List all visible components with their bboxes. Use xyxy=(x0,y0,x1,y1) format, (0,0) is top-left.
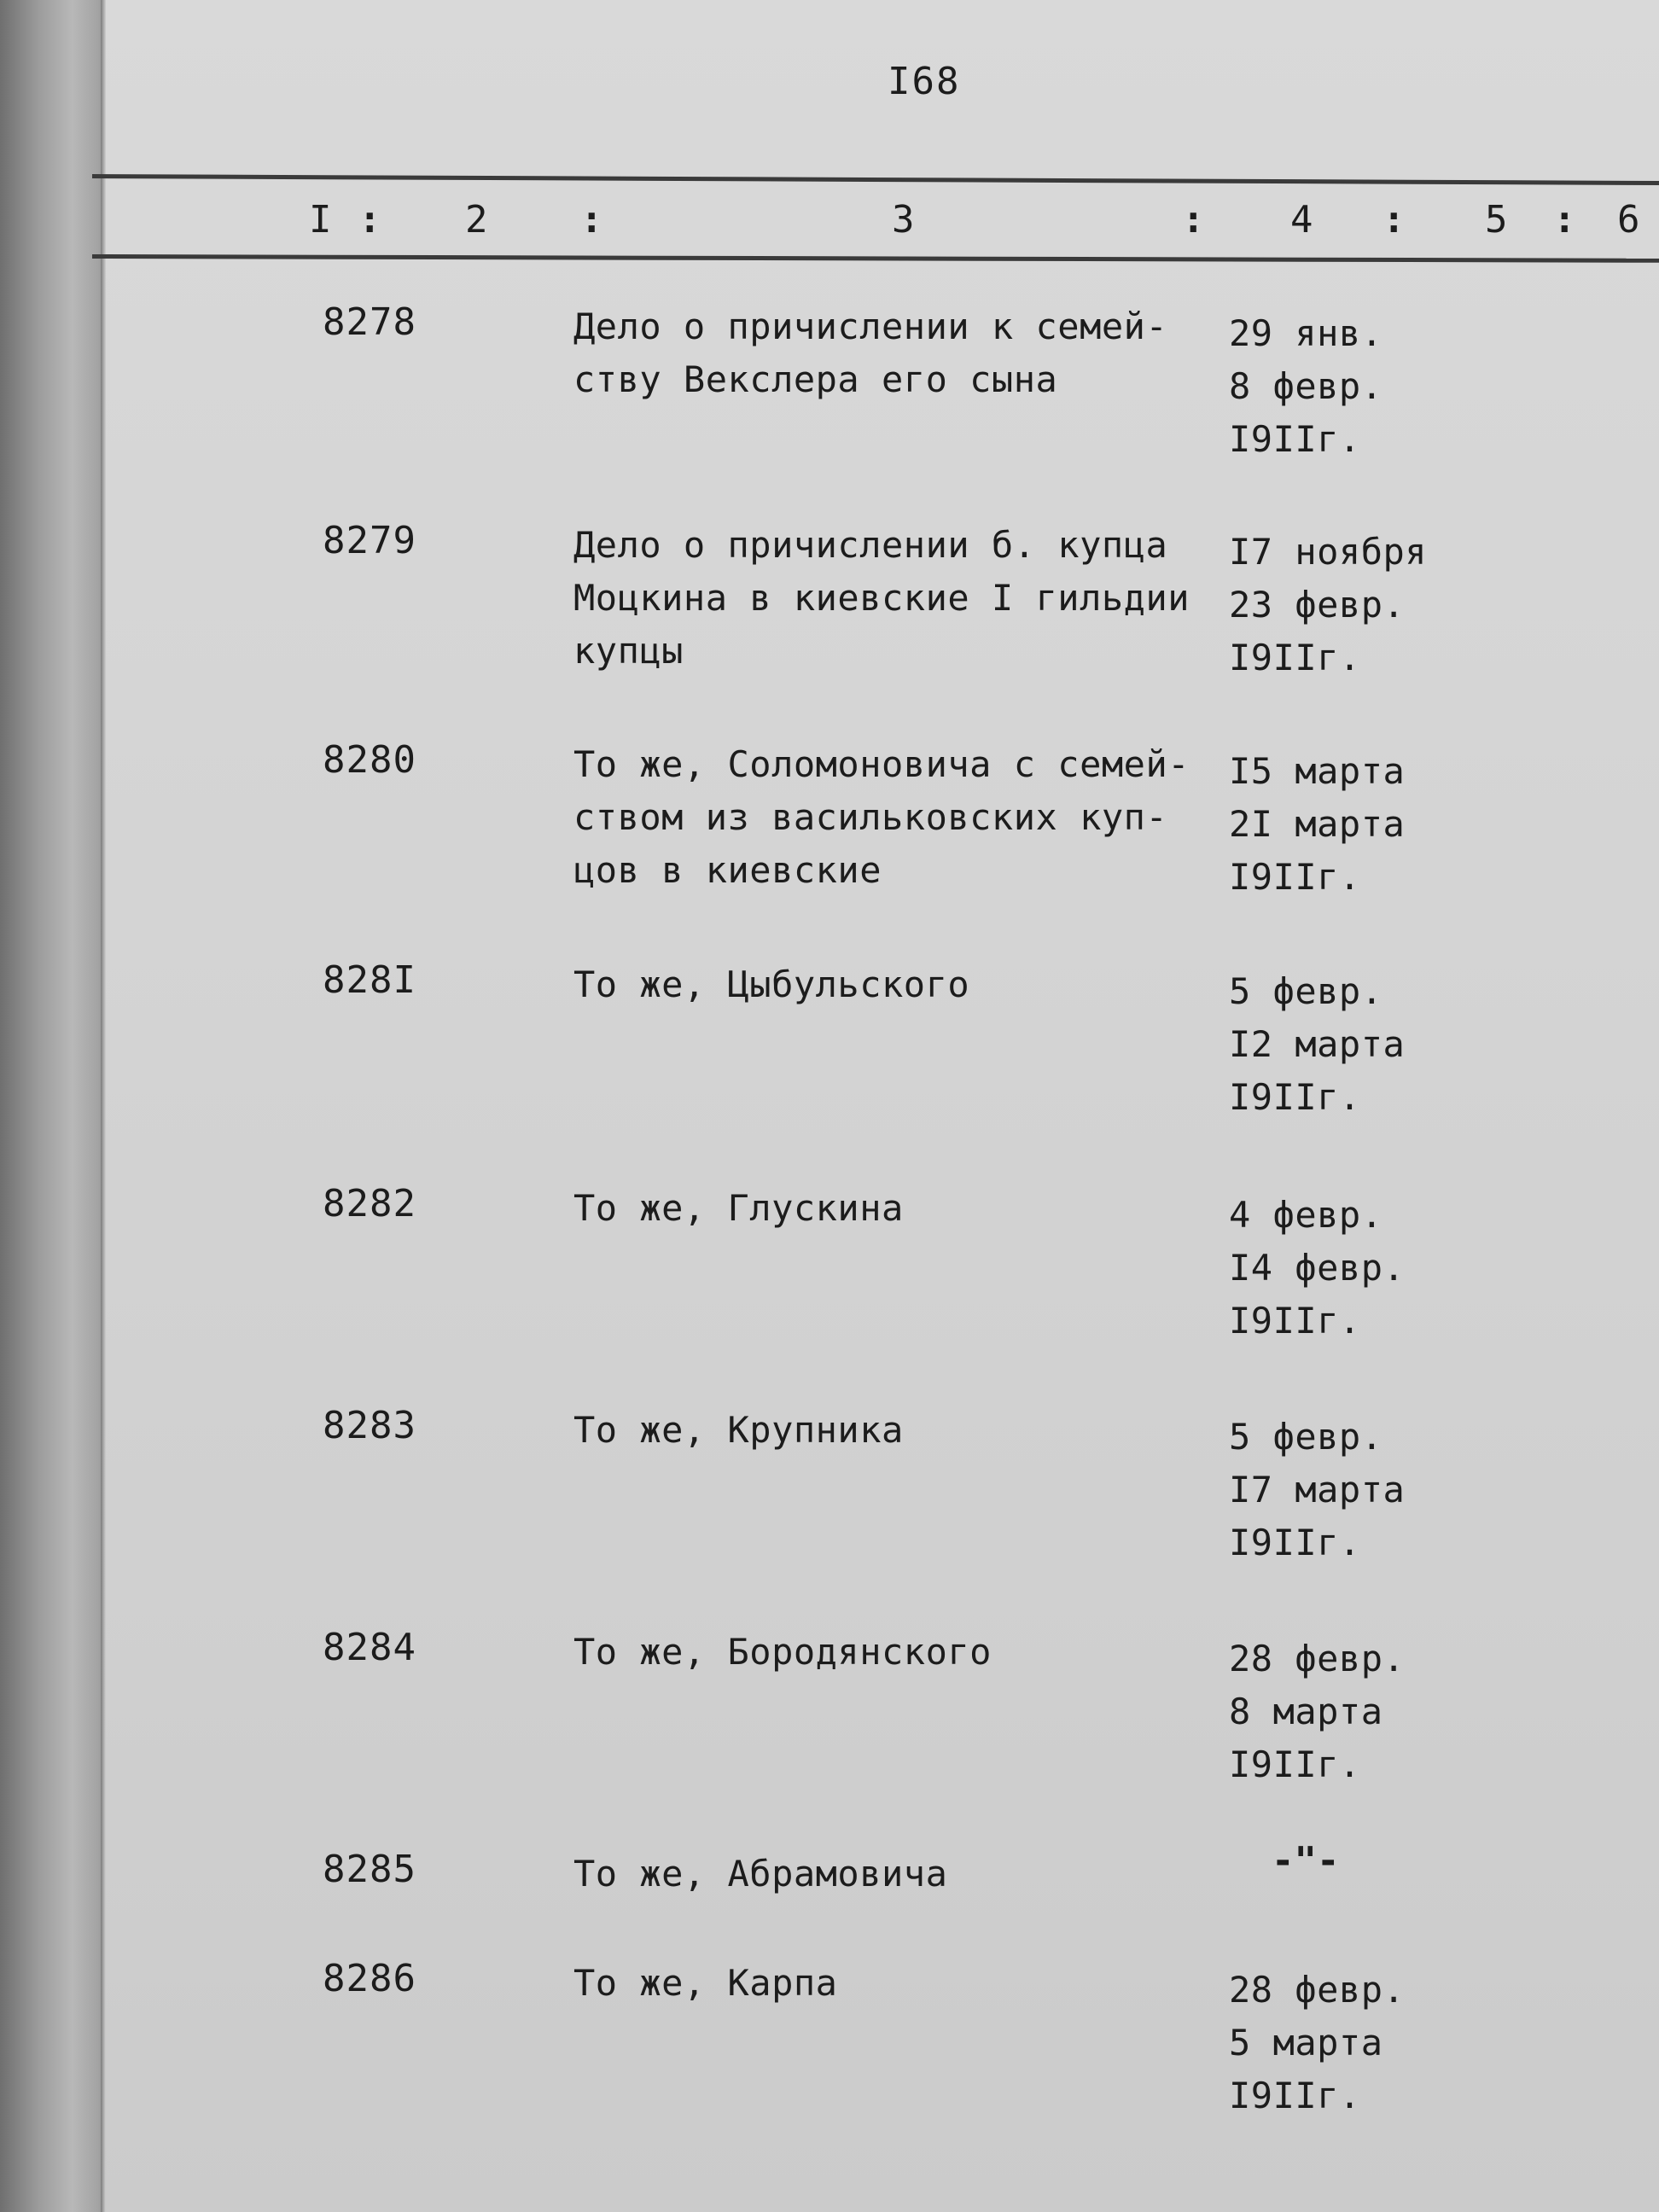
case-dates xyxy=(1229,745,1405,904)
column-header-1: I xyxy=(309,198,332,242)
case-number: 8286 xyxy=(323,1957,416,2000)
case-date-line: I9IIг. xyxy=(1229,418,1361,460)
case-number: 8279 xyxy=(323,519,416,562)
ditto-mark: -"- xyxy=(1272,1839,1340,1883)
case-title xyxy=(573,1848,1222,1901)
case-title-line: То же, Абрамовича xyxy=(573,1853,948,1895)
column-header-6: 6 xyxy=(1617,198,1640,242)
case-title xyxy=(573,1182,1222,1235)
case-date-line: I7 марта xyxy=(1229,1469,1406,1511)
case-date-line: 5 февр. xyxy=(1229,1416,1383,1458)
case-date-line: I9IIг. xyxy=(1229,2075,1361,2116)
case-title xyxy=(573,300,1222,406)
case-title-line: Дело о причислении б. купца xyxy=(573,524,1168,566)
column-header-2: 2 xyxy=(465,198,488,242)
case-dates xyxy=(1229,526,1427,684)
case-date-line: I9IIг. xyxy=(1229,1076,1361,1118)
case-date-line: I9IIг. xyxy=(1229,856,1361,898)
case-title-line: То же, Соломоновича с семей- xyxy=(573,743,1190,785)
case-date-line: 5 марта xyxy=(1229,2022,1383,2064)
case-dates xyxy=(1229,307,1383,466)
case-dates xyxy=(1229,1411,1405,1569)
case-date-line: 28 февр. xyxy=(1229,1969,1406,2011)
case-dates xyxy=(1229,1633,1405,1791)
case-date-line: I2 марта xyxy=(1229,1023,1406,1065)
case-title-line: Дело о причислении к семей- xyxy=(573,306,1168,347)
column-separator: : xyxy=(1382,198,1406,242)
case-title-line: цов в киевские xyxy=(573,849,882,891)
case-date-line: I9IIг. xyxy=(1229,1522,1361,1563)
case-dates xyxy=(1229,965,1405,1124)
column-header-3: 3 xyxy=(892,198,915,242)
book-spine-shadow xyxy=(0,0,111,2212)
case-number: 8285 xyxy=(323,1848,416,1891)
case-date-line: 29 янв. xyxy=(1229,312,1383,354)
case-title-line: То же, Карпа xyxy=(573,1962,838,2004)
case-number: 8280 xyxy=(323,738,416,782)
column-separator: : xyxy=(580,198,603,242)
case-title-line: купцы xyxy=(573,630,684,672)
case-title xyxy=(573,738,1222,897)
case-date-line: I9IIг. xyxy=(1229,637,1361,678)
case-date-line: 2I марта xyxy=(1229,803,1406,845)
column-separator: : xyxy=(1182,198,1205,242)
case-date-line: 8 марта xyxy=(1229,1691,1383,1732)
case-title-line: ством из васильковских куп- xyxy=(573,796,1168,838)
case-title-line: ству Векслера его сына xyxy=(573,358,1058,400)
case-dates xyxy=(1229,1189,1405,1348)
case-title-line: Моцкина в киевские I гильдии xyxy=(573,577,1190,619)
case-title xyxy=(573,958,1222,1011)
case-title xyxy=(573,1626,1222,1679)
case-dates xyxy=(1229,1964,1405,2122)
column-separator: : xyxy=(1553,198,1576,242)
case-date-line: 4 февр. xyxy=(1229,1194,1383,1236)
case-date-line: 8 февр. xyxy=(1229,365,1383,407)
case-date-line: I5 марта xyxy=(1229,750,1406,792)
case-number: 8283 xyxy=(323,1404,416,1447)
case-date-line: I9IIг. xyxy=(1229,1743,1361,1785)
case-number: 8278 xyxy=(323,300,416,344)
case-title-line: То же, Бородянского xyxy=(573,1631,992,1673)
column-header-5: 5 xyxy=(1485,198,1508,242)
case-title-line: То же, Глускина xyxy=(573,1187,904,1229)
column-header-4: 4 xyxy=(1290,198,1313,242)
case-date-line: I9IIг. xyxy=(1229,1300,1361,1342)
case-title xyxy=(573,519,1222,678)
case-number: 8284 xyxy=(323,1626,416,1669)
case-number: 828I xyxy=(323,958,416,1002)
case-title xyxy=(573,1404,1222,1457)
case-title-line: То же, Крупника xyxy=(573,1409,904,1451)
page-number: I68 xyxy=(888,60,961,103)
case-date-line: 28 февр. xyxy=(1229,1638,1406,1679)
case-title-line: То же, Цыбульского xyxy=(573,963,970,1005)
case-number: 8282 xyxy=(323,1182,416,1225)
column-separator: : xyxy=(358,198,381,242)
case-date-line: 23 февр. xyxy=(1229,584,1406,626)
case-date-line: 5 февр. xyxy=(1229,970,1383,1012)
case-title xyxy=(573,1957,1222,2010)
case-date-line: I7 ноября xyxy=(1229,531,1428,573)
case-date-line: I4 февр. xyxy=(1229,1247,1406,1289)
